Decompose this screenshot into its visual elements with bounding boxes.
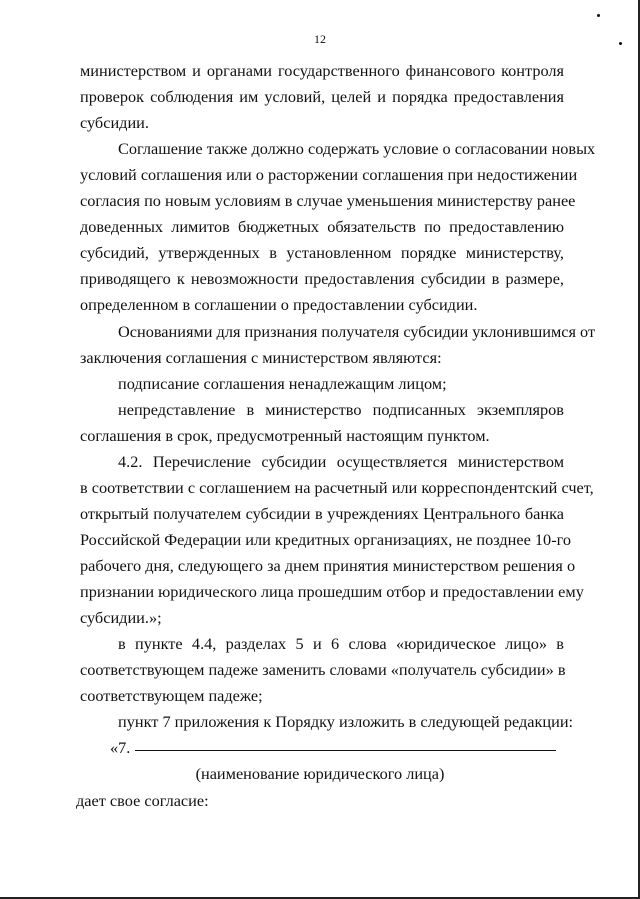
text-line: определенном в соглашении о предоставлении субсидии. xyxy=(80,295,478,314)
page-number: 12 xyxy=(314,32,326,46)
scan-speck xyxy=(619,42,622,45)
text-line: подписание соглашения ненадлежащим лицом; xyxy=(118,374,447,393)
text-line: открытый получателем субсидии в учреждениях Центрального банка xyxy=(80,504,564,523)
text-line: пункт 7 приложения к Порядку изложить в следующей редакции: xyxy=(118,712,574,731)
text-line: приводящего к невозможности предоставления субсидии в размере, xyxy=(80,269,564,288)
scan-speck xyxy=(597,14,600,17)
text-line: субсидии. xyxy=(80,113,149,132)
text-line: в пункте 4.4, разделах 5 и 6 слова «юридическое лицо» в xyxy=(118,634,564,653)
text-line: соглашения в срок, предусмотренный настоящим пунктом. xyxy=(80,426,490,445)
text-line: Соглашение также должно содержать условие о согласовании новых xyxy=(118,139,596,158)
text-line: рабочего дня, следующего за днем принятия министерством решения о xyxy=(80,556,576,575)
text-line-caption: (наименование юридического лица) xyxy=(195,764,445,783)
text-line: заключения соглашения с министерством являются: xyxy=(80,348,442,367)
text-line: проверок соблюдения им условий, целей и порядка предоставления xyxy=(80,87,564,106)
text-line: дает свое согласие: xyxy=(76,791,209,810)
fill-in-blank-line xyxy=(135,750,556,751)
text-line: субсидии.»; xyxy=(80,608,162,627)
text-line: субсидий, утвержденных в установленном порядке министерству, xyxy=(80,243,564,262)
text-line: 4.2. Перечисление субсидии осуществляется министерством xyxy=(118,452,564,471)
text-line: соответствующем падеже заменить словами «получатель субсидии» в xyxy=(80,660,566,679)
text-line: министерством и органами государственного финансового контроля xyxy=(80,61,564,80)
text-line: Российской Федерации или кредитных организациях, не позднее 10-го xyxy=(80,530,572,549)
text-line: соответствующем падеже; xyxy=(80,686,263,705)
text-line: Основаниями для признания получателя субсидии уклонившимся от xyxy=(118,322,596,341)
text-line: «7. xyxy=(110,738,131,757)
text-line: в соответствии с соглашением на расчетный или корреспондентский счет, xyxy=(80,478,594,497)
text-line: непредставление в министерство подписанных экземпляров xyxy=(118,400,564,419)
text-line: признании юридического лица прошедшим отбор и предоставлении ему xyxy=(80,582,584,601)
text-line: условий соглашения или о расторжении соглашения при недостижении xyxy=(80,165,578,184)
text-line: доведенных лимитов бюджетных обязательств по предоставлению xyxy=(80,217,564,236)
text-line: согласия по новым условиям в случае уменьшения министерству ранее xyxy=(80,191,576,210)
